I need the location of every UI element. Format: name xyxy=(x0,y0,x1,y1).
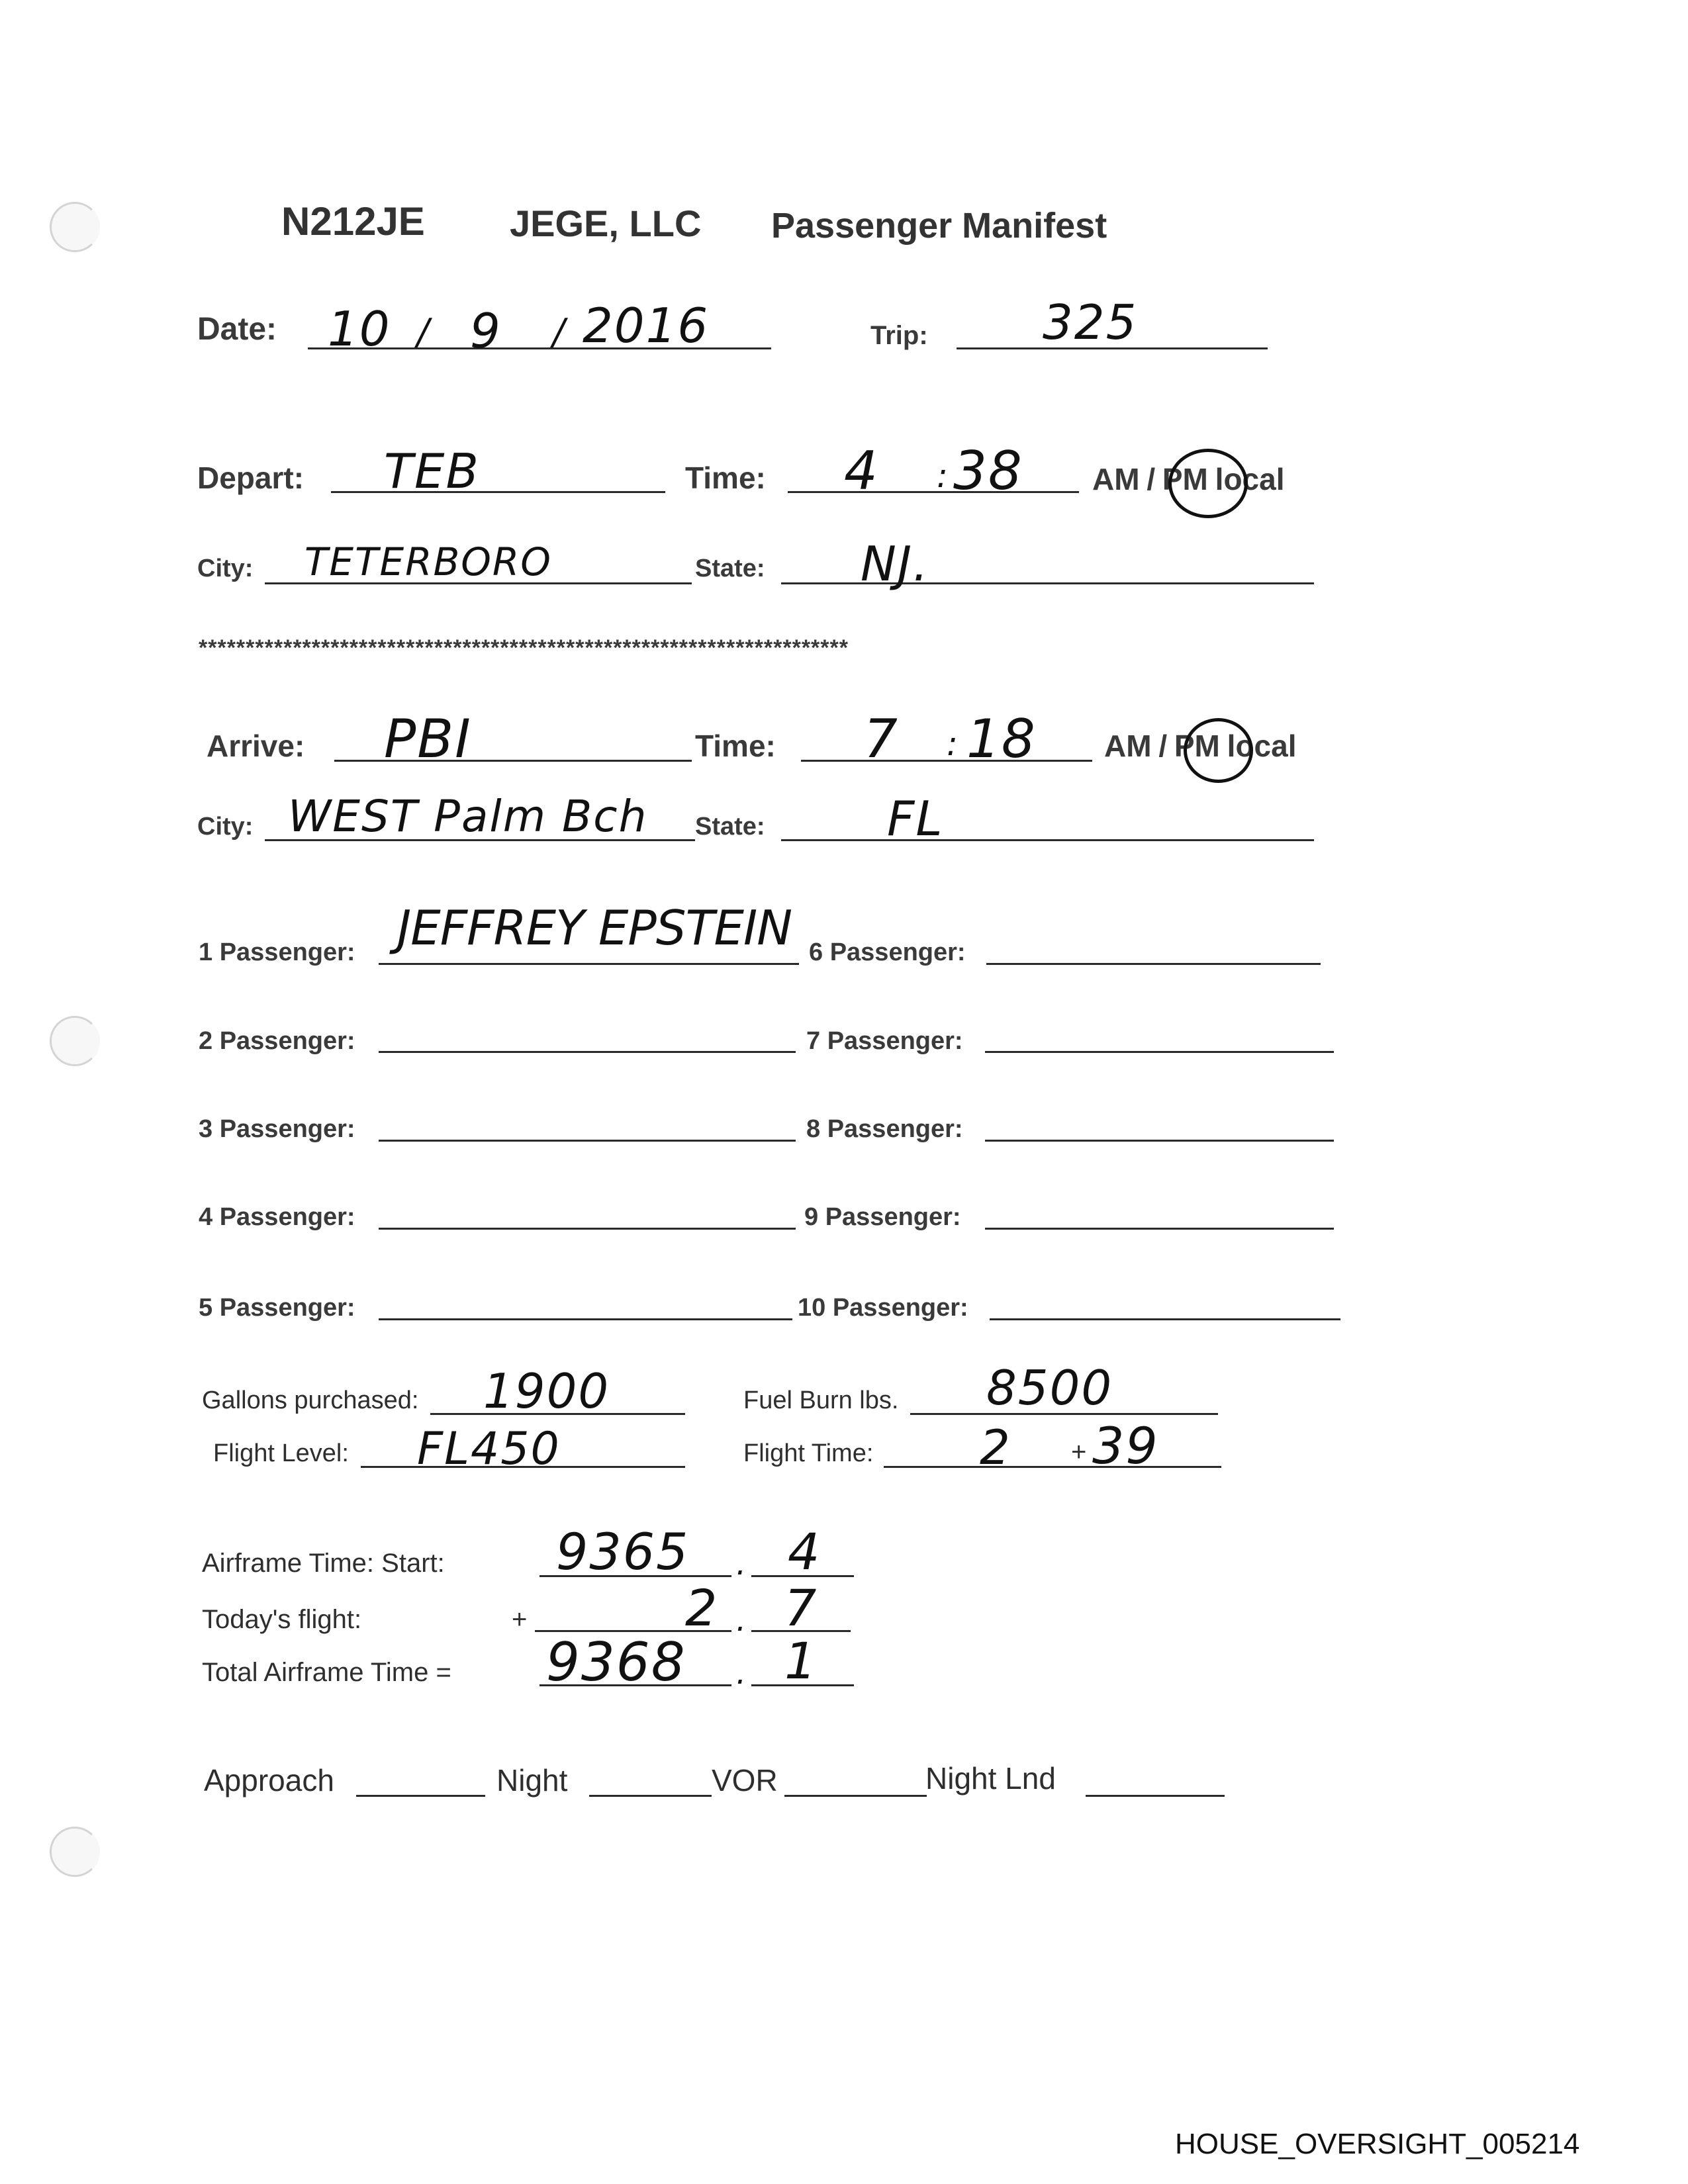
punch-hole-top xyxy=(50,202,100,252)
passenger-8-line xyxy=(985,1140,1334,1142)
airframe-start-whole: 9365 xyxy=(556,1522,690,1581)
passenger-1-name: JEFFREY EPSTEIN xyxy=(397,900,792,956)
gallons-value: 1900 xyxy=(483,1363,610,1419)
date-label: Date: xyxy=(197,312,277,347)
gallons-label: Gallons purchased: xyxy=(202,1387,419,1414)
arrive-time-label: Time: xyxy=(695,729,776,763)
passenger-3-label: 3 Passenger: xyxy=(199,1115,355,1143)
depart-ampm-local: AM / PM local xyxy=(1092,462,1285,496)
depart-city: TETERBORO xyxy=(305,539,552,584)
arrive-city-label: City: xyxy=(197,813,254,841)
flight-time-minutes: 39 xyxy=(1092,1416,1159,1475)
todays-flight-whole: 2 xyxy=(685,1578,719,1637)
todays-flight-tenth: 7 xyxy=(784,1578,818,1637)
fuel-burn-label: Fuel Burn lbs. xyxy=(743,1387,899,1414)
night-lnd-label: Night Lnd xyxy=(925,1761,1056,1796)
flight-time-separator: + xyxy=(1071,1437,1087,1467)
arrive-pm-circle xyxy=(1184,718,1253,783)
fuel-burn-value: 8500 xyxy=(986,1360,1113,1416)
separator-asterisks: ********************************************************************* xyxy=(199,635,849,660)
document-title: Passenger Manifest xyxy=(771,206,1107,246)
passenger-4-label: 4 Passenger: xyxy=(199,1203,355,1231)
passenger-9-line xyxy=(985,1228,1334,1230)
trip-label: Trip: xyxy=(870,321,928,350)
night-line xyxy=(589,1795,712,1797)
depart-label: Depart: xyxy=(197,461,305,495)
flight-level-value: FL450 xyxy=(417,1423,561,1475)
passenger-1-label: 1 Passenger: xyxy=(199,938,355,966)
night-label: Night xyxy=(496,1763,568,1797)
arrive-state-label: State: xyxy=(695,813,765,841)
passenger-5-line xyxy=(379,1318,792,1320)
passenger-10-line xyxy=(990,1318,1340,1320)
bates-number: HOUSE_OVERSIGHT_005214 xyxy=(1175,2128,1580,2160)
depart-state: NJ. xyxy=(861,536,929,592)
passenger-2-label: 2 Passenger: xyxy=(199,1027,355,1055)
date-slash-2: / xyxy=(553,311,567,353)
passenger-7-line xyxy=(985,1051,1334,1053)
total-airframe-dot: . xyxy=(736,1655,748,1692)
depart-time-label: Time: xyxy=(685,461,766,495)
depart-airport: TEB xyxy=(384,443,480,499)
arrive-state-line xyxy=(781,839,1314,841)
arrive-airport: PBI xyxy=(384,708,472,770)
flight-time-hours: 2 xyxy=(980,1420,1011,1475)
arrive-city: WEST Palm Bch xyxy=(288,791,648,842)
date-year: 2016 xyxy=(583,298,710,353)
passenger-6-line xyxy=(986,963,1321,965)
passenger-5-label: 5 Passenger: xyxy=(199,1294,355,1322)
arrive-label: Arrive: xyxy=(207,729,305,763)
night-lnd-line xyxy=(1086,1795,1225,1797)
punch-hole-middle xyxy=(50,1016,100,1066)
passenger-4-line xyxy=(379,1228,796,1230)
total-airframe-label: Total Airframe Time = xyxy=(202,1658,451,1687)
arrive-time-colon: : xyxy=(947,725,959,763)
passenger-7-label: 7 Passenger: xyxy=(806,1027,963,1055)
depart-line xyxy=(331,491,665,493)
approach-line xyxy=(356,1795,485,1797)
airframe-start-tenth: 4 xyxy=(788,1522,821,1581)
arrive-hour: 7 xyxy=(864,708,899,770)
date-month: 10 xyxy=(328,301,391,357)
airframe-start-dot: . xyxy=(736,1545,748,1582)
passenger-10-label: 10 Passenger: xyxy=(798,1294,968,1322)
date-day: 9 xyxy=(470,303,502,359)
todays-flight-plus: + xyxy=(512,1605,528,1634)
passenger-8-label: 8 Passenger: xyxy=(806,1115,963,1143)
vor-line xyxy=(784,1795,927,1797)
trip-number: 325 xyxy=(1043,295,1138,350)
flight-level-label: Flight Level: xyxy=(213,1439,349,1467)
total-airframe-tenth: 1 xyxy=(784,1631,818,1690)
depart-minute: 38 xyxy=(953,440,1023,502)
tail-number: N212JE xyxy=(281,199,425,244)
punch-hole-bottom xyxy=(50,1827,100,1877)
airframe-start-label: Airframe Time: Start: xyxy=(202,1549,445,1578)
depart-time-colon: : xyxy=(937,457,949,495)
approach-label: Approach xyxy=(204,1763,334,1797)
todays-flight-label: Today's flight: xyxy=(202,1605,362,1634)
vor-label: VOR xyxy=(712,1763,778,1797)
total-airframe-whole: 9368 xyxy=(546,1631,686,1693)
flight-time-line xyxy=(884,1466,1221,1468)
depart-state-label: State: xyxy=(695,555,765,582)
depart-hour: 4 xyxy=(844,440,879,502)
depart-city-label: City: xyxy=(197,555,254,582)
date-slash-1: / xyxy=(417,311,431,353)
depart-time-line xyxy=(788,491,1079,493)
todays-flight-dot: . xyxy=(736,1602,748,1639)
passenger-6-label: 6 Passenger: xyxy=(809,938,966,966)
passenger-1-line xyxy=(379,963,799,965)
arrive-minute: 18 xyxy=(966,708,1037,770)
depart-pm-circle xyxy=(1168,449,1248,518)
passenger-3-line xyxy=(379,1140,796,1142)
flight-time-label: Flight Time: xyxy=(743,1439,874,1467)
company-name: JEGE, LLC xyxy=(510,203,702,244)
arrive-ampm-local: AM / PM local xyxy=(1104,729,1297,763)
arrive-state: FL xyxy=(887,791,944,846)
passenger-9-label: 9 Passenger: xyxy=(804,1203,961,1231)
passenger-2-line xyxy=(379,1051,796,1053)
